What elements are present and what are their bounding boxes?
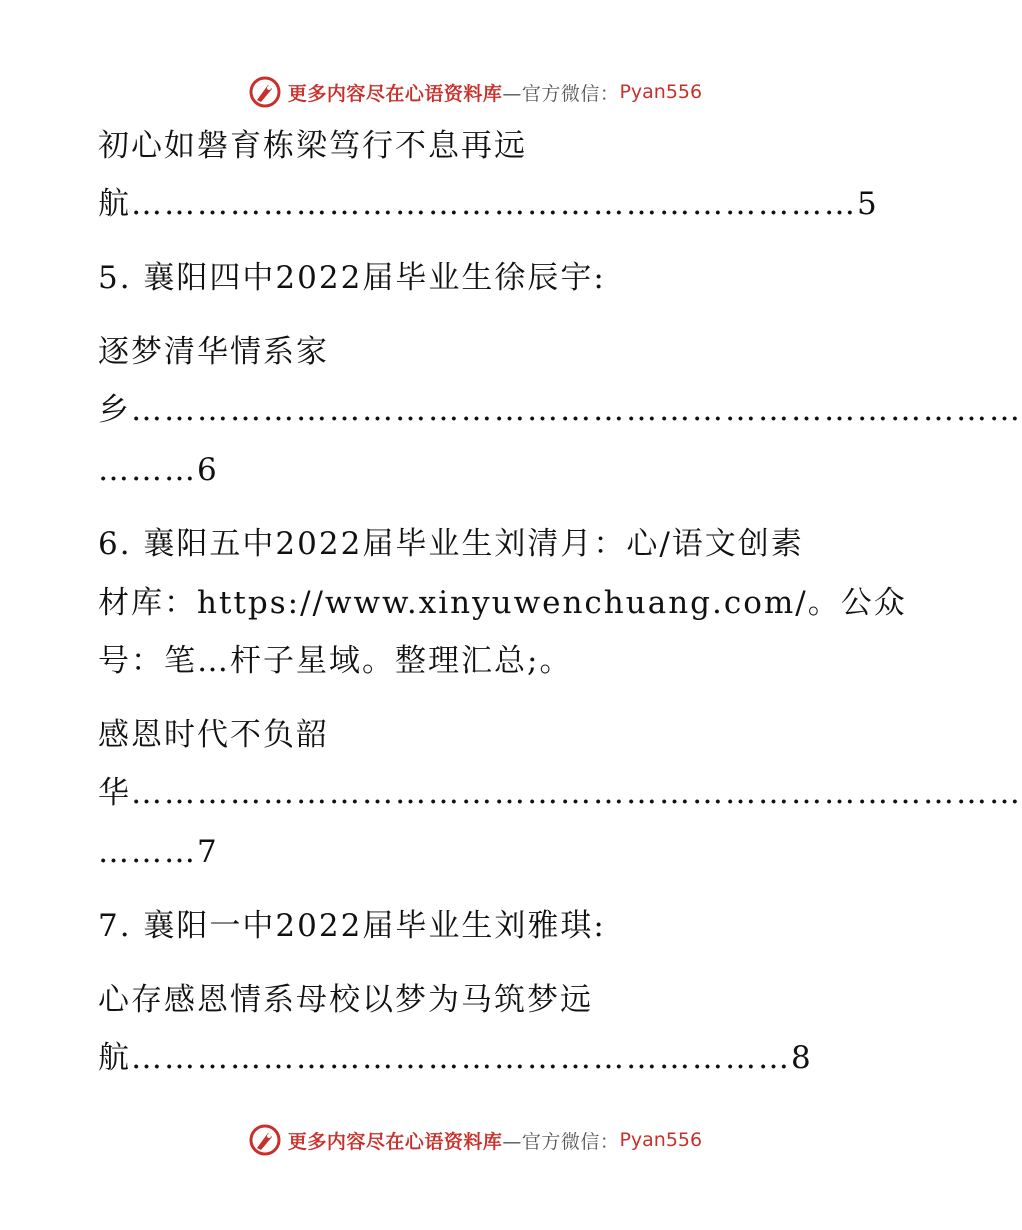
toc-line: 初心如磐育栋梁笃行不息再远 xyxy=(98,128,527,164)
pen-logo-icon xyxy=(248,75,282,109)
toc-line: 号：笔…杆子星域。整理汇总;。 xyxy=(98,643,573,679)
banner-site-name: 更多内容尽在心语资料库 xyxy=(287,1130,503,1153)
toc-line: 航……………………………………………………8 xyxy=(98,1040,813,1076)
toc-line: ………6 xyxy=(98,452,219,488)
toc-line: ………7 xyxy=(98,834,219,870)
toc-line: 华……………………………………………………………………… xyxy=(98,775,1022,811)
banner-wechat-label: —官方微信： xyxy=(502,82,620,105)
footer-watermark-banner xyxy=(0,1120,950,1160)
toc-line: 感恩时代不负韶 xyxy=(98,717,329,753)
toc-line: 逐梦清华情系家 xyxy=(98,334,329,370)
toc-line: 6. 襄阳五中2022届毕业生刘清月：心/语文创素 xyxy=(98,526,804,562)
banner-site-name: 更多内容尽在心语资料库 xyxy=(287,82,503,105)
toc-line: 7. 襄阳一中2022届毕业生刘雅琪: xyxy=(98,908,606,944)
toc-line: 5. 襄阳四中2022届毕业生徐辰宇: xyxy=(98,260,606,296)
banner-wechat-id: Pyan556 xyxy=(619,1129,703,1151)
toc-line: 航…………………………………………………………5 xyxy=(98,186,879,222)
toc-line: 乡……………………………………………………………………… xyxy=(98,392,1022,428)
pen-logo-icon xyxy=(248,1123,282,1157)
toc-line: 心存感恩情系母校以梦为马筑梦远 xyxy=(98,982,593,1018)
header-watermark-banner xyxy=(0,72,950,112)
banner-wechat-id: Pyan556 xyxy=(619,81,703,103)
banner-wechat-label: —官方微信： xyxy=(502,1130,620,1153)
toc-line: 材库：https://www.xinyuwenchuang.com/。公众 xyxy=(98,585,907,621)
